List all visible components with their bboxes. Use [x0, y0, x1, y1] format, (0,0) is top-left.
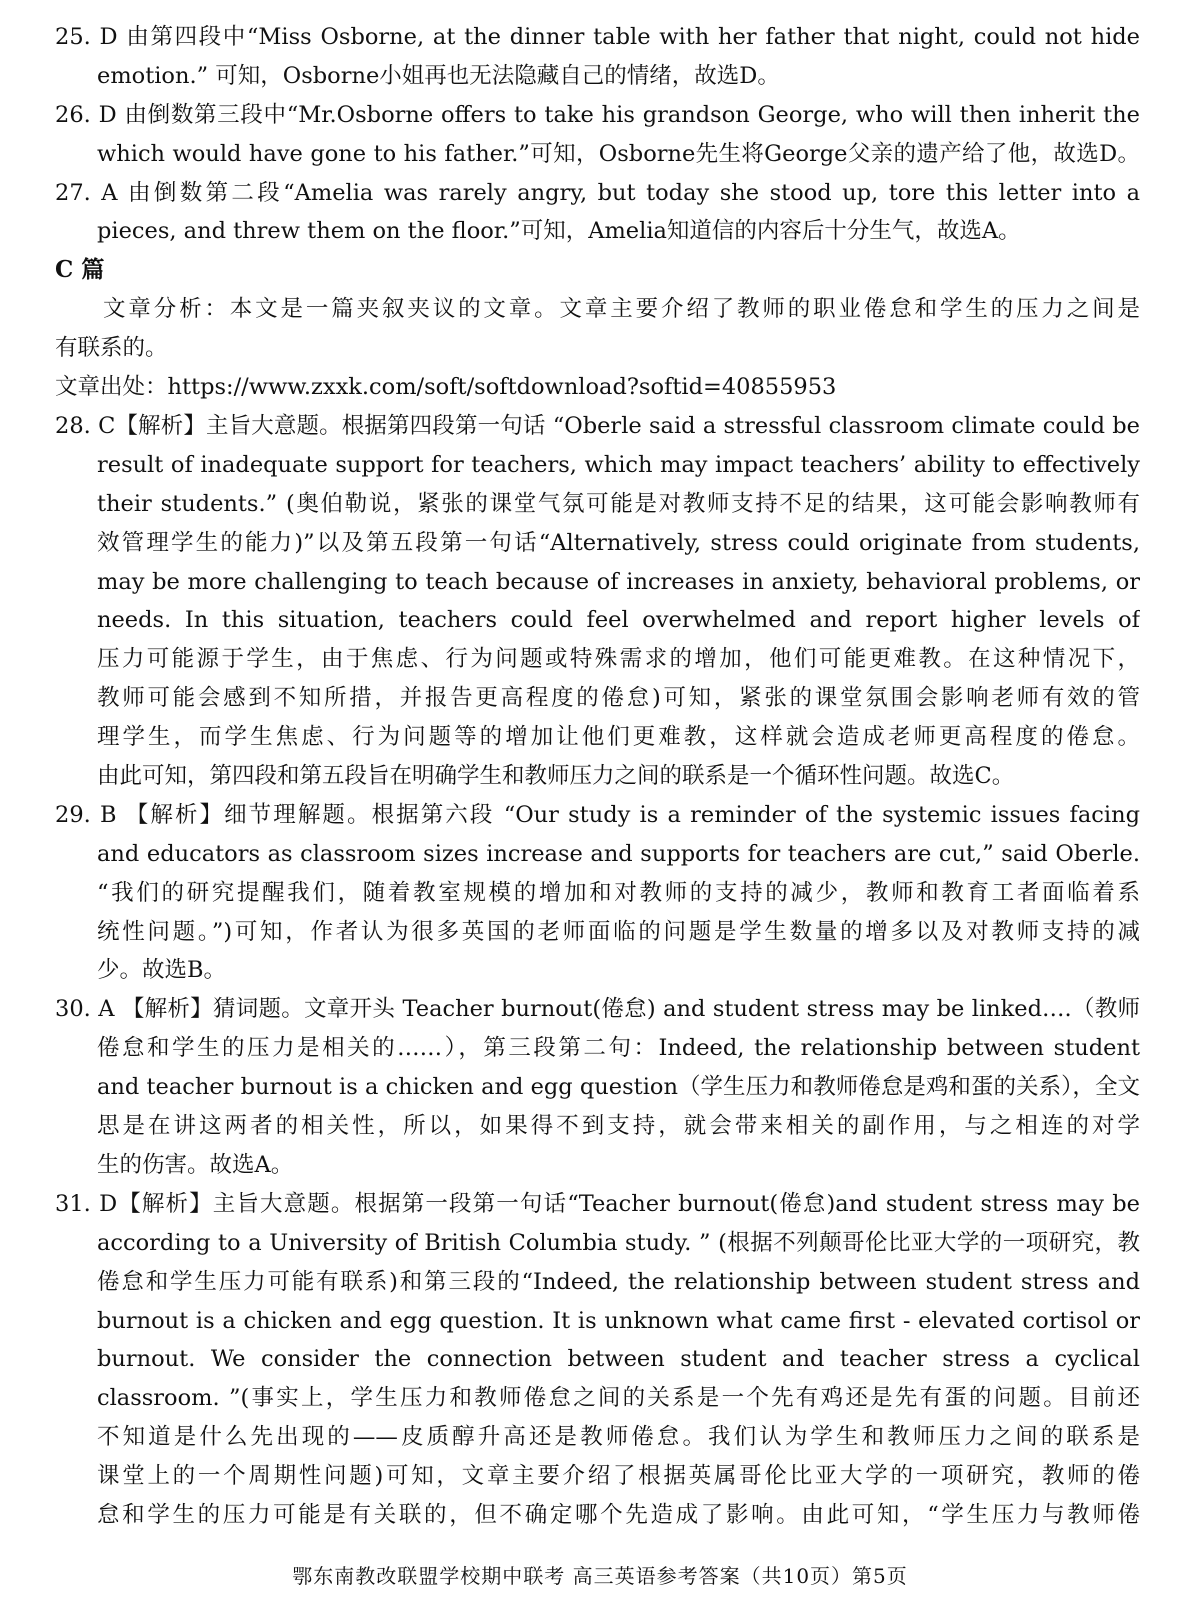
q28-line-10: 由此可知，第四段和第五段旨在明确学生和教师压力之间的联系是一个循环性问题。故选C。 — [97, 763, 1015, 789]
q28-line-7: 压力可能源于学生，由于焦虑、行为问题或特殊需求的增加，他们可能更难教。在这种情况下， — [97, 646, 1140, 673]
q27-line-1: 27. A 由倒数第二段“Amelia was rarely angry, but today she stood up, tore this letter into a — [55, 179, 1140, 206]
q29-line-3: “我们的研究提醒我们，随着教室规模的增加和对教师的支持的减少，教师和教育工者面临着系 — [97, 879, 1140, 906]
q31-line-3: 倦怠和学生压力可能有联系)和第三段的“Indeed, the relationship between student stress and — [97, 1268, 1140, 1295]
q31-line-2: according to a University of British Columbia study. ” (根据不列颠哥伦比亚大学的一项研究，教 — [97, 1229, 1140, 1256]
q28-line-8: 教师可能会感到不知所措，并报告更高程度的倦怠)可知，紧张的课堂氛围会影响老师有效的管 — [97, 685, 1140, 712]
q30-line-4: 思是在讲这两者的相关性，所以，如果得不到支持，就会带来相关的副作用，与之相连的对学 — [97, 1113, 1140, 1140]
q30-line-5: 生的伤害。故选A。 — [97, 1151, 294, 1178]
section-c-title: C 篇 — [55, 256, 105, 284]
q31-line-1: 31. D【解析】主旨大意题。根据第一段第一句话“Teacher burnout(倦怠)and student stress may be — [55, 1190, 1140, 1217]
q31-line-5: burnout. We consider the connection between student and teacher stress a cyclical — [97, 1346, 1140, 1373]
q28-line-9: 理学生，而学生焦虑、行为问题等的增加让他们更难教，这样就会造成老师更高程度的倦怠。 — [97, 724, 1140, 751]
q29-line-4: 统性问题。”)可知，作者认为很多英国的老师面临的问题是学生数量的增多以及对教师支持的减 — [97, 918, 1140, 945]
q27-line-2: pieces, and threw them on the floor.”可知，Amelia知道信的内容后十分生气，故选A。 — [97, 218, 1021, 245]
analysis-line-2: 有联系的。 — [55, 335, 168, 362]
q31-line-9: 怠和学生的压力可能是有关联的，但不确定哪个先造成了影响。由此可知，“学生压力与教师倦 — [97, 1501, 1140, 1528]
q28-line-4: 效管理学生的能力)”以及第五段第一句话“Alternatively, stress could originate from students, — [97, 529, 1140, 556]
q26-line-2: which would have gone to his father.”可知，Osborne先生将George父亲的遗产给了他，故选D。 — [97, 140, 1140, 167]
q31-line-6: classroom. ”(事实上，学生压力和教师倦怠之间的关系是一个先有鸡还是先有蛋的问题。目前还 — [97, 1385, 1140, 1412]
source-line: 文章出处：https://www.zxxk.com/soft/softdownload?softid=40855953 — [55, 374, 837, 401]
q29-line-1: 29. B 【解析】细节理解题。根据第六段 “Our study is a reminder of the systemic issues facing — [55, 801, 1140, 828]
q30-line-3: and teacher burnout is a chicken and egg question（学生压力和教师倦怠是鸡和蛋的关系），全文 — [97, 1074, 1140, 1101]
analysis-line-1: 文章分析：本文是一篇夹叙夹议的文章。文章主要介绍了教师的职业倦怠和学生的压力之间是 — [103, 296, 1140, 323]
q28-line-2: result of inadequate support for teachers, which may impact teachers’ ability to effectively — [97, 451, 1140, 478]
q30-line-2: 倦怠和学生的压力是相关的……），第三段第二句：Indeed, the relationship between student — [97, 1035, 1140, 1062]
q28-line-1: 28. C【解析】主旨大意题。根据第四段第一句话 “Oberle said a stressful classroom climate could be — [55, 412, 1140, 439]
q28-line-6: needs. In this situation, teachers could feel overwhelmed and report higher levels of — [97, 607, 1140, 634]
q29-line-2: and educators as classroom sizes increase and supports for teachers are cut,” said Oberle. — [97, 840, 1140, 867]
q31-line-8: 课堂上的一个周期性问题)可知，文章主要介绍了根据英属哥伦比亚大学的一项研究，教师的倦 — [97, 1463, 1140, 1490]
q28-line-5: may be more challenging to teach because of increases in anxiety, behavioral problems, or — [97, 568, 1140, 595]
page-footer: 鄂东南教改联盟学校期中联考 高三英语参考答案（共10页）第5页 — [292, 1564, 908, 1588]
q28-line-3: their students.” (奥伯勒说，紧张的课堂气氛可能是对教师支持不足的结果，这可能会影响教师有 — [97, 490, 1140, 517]
q31-line-7: 不知道是什么先出现的——皮质醇升高还是教师倦怠。我们认为学生和教师压力之间的联系是 — [97, 1424, 1140, 1451]
q31-line-4: burnout is a chicken and egg question. It is unknown what came first - elevated cortisol or — [97, 1307, 1140, 1334]
q25-line-2: emotion.” 可知，Osborne小姐再也无法隐藏自己的情绪，故选D。 — [97, 62, 780, 89]
q26-line-1: 26. D 由倒数第三段中“Mr.Osborne offers to take his grandson George, who will then inherit the — [55, 101, 1140, 128]
q29-line-5: 少。故选B。 — [97, 957, 227, 984]
q25-line-1: 25. D 由第四段中“Miss Osborne, at the dinner table with her father that night, could not hide — [55, 24, 1140, 50]
q30-line-1: 30. A 【解析】猜词题。文章开头 Teacher burnout(倦怠) and student stress may be linked….（教师 — [55, 996, 1140, 1023]
